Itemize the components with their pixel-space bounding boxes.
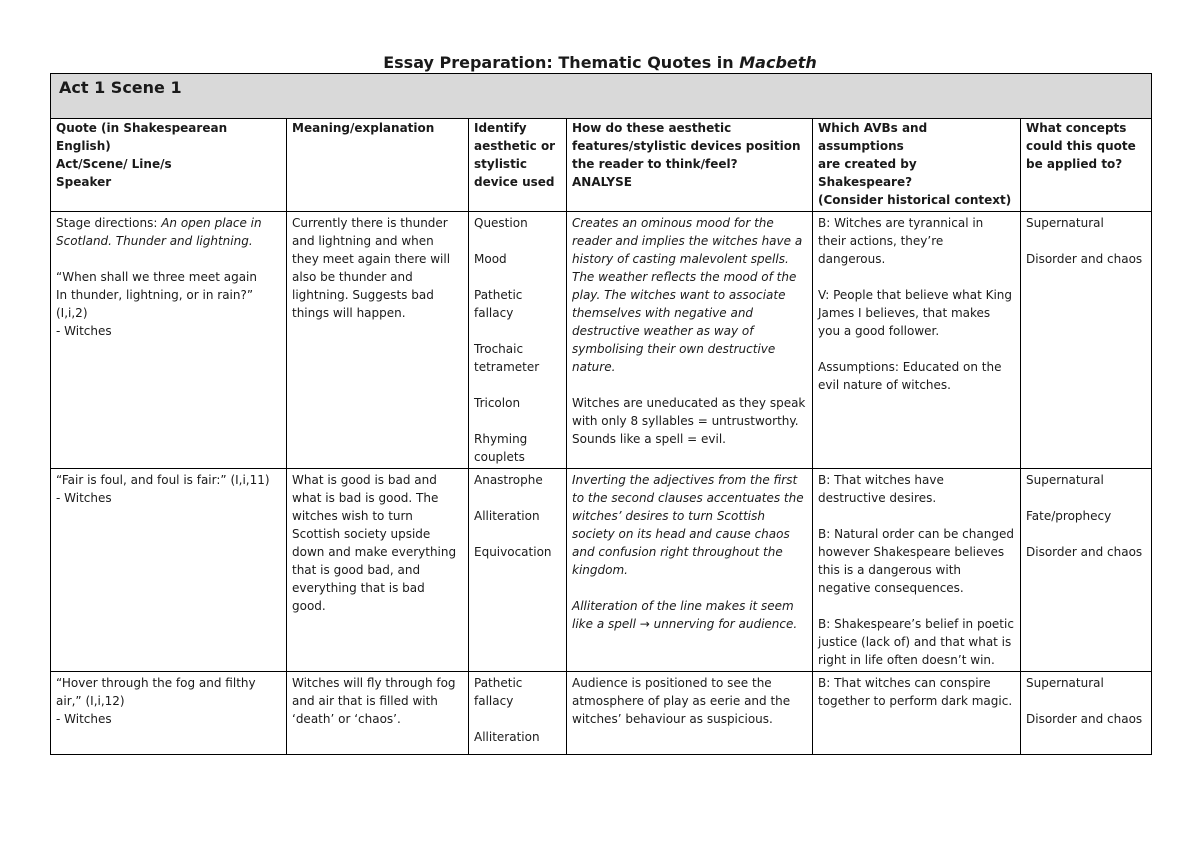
device-cell — [469, 469, 567, 672]
header-concepts-line: could this quote — [1026, 139, 1136, 153]
stage-directions — [56, 214, 280, 250]
header-quote — [51, 119, 287, 212]
table-row — [51, 469, 1152, 672]
concepts-cell — [1021, 212, 1152, 469]
device-item: Tricolon — [474, 396, 521, 410]
avb-cell — [813, 212, 1021, 469]
header-device-line: aesthetic or — [474, 139, 556, 153]
header-quote-line: Speaker — [56, 175, 112, 189]
header-meaning: Meaning/explanation — [287, 119, 469, 212]
header-analyse — [567, 119, 813, 212]
analyse-cell — [567, 469, 813, 672]
concepts-cell — [1021, 672, 1152, 755]
device-cell — [469, 672, 567, 755]
device-item: Alliteration — [474, 509, 540, 523]
header-avb-line: (Consider historical context) — [818, 193, 1012, 207]
quote-line: “When shall we three meet again — [56, 270, 257, 284]
analyse-cell — [567, 212, 813, 469]
quote-reference: (I,i,2) — [56, 306, 88, 320]
concept-item: Supernatural — [1026, 676, 1104, 690]
meaning-cell: Currently there is thunder and lightning and when they meet again there will also be thunder and lightning. Suggests bad things will happen. — [287, 212, 469, 469]
analysis-text: Creates an ominous mood for the reader and implies the witches have a history of casting malevolent spells. The weather reflects the mood of the play. The witches want to associate themselves with negative and destructive weather as way of symbolising their own destructive nature. — [572, 216, 803, 374]
header-avb — [813, 119, 1021, 212]
quote-cell — [51, 212, 287, 469]
header-concepts — [1021, 119, 1152, 212]
concept-item: Disorder and chaos — [1026, 712, 1143, 726]
device-item: Mood — [474, 252, 507, 266]
device-cell — [469, 212, 567, 469]
device-item: Rhyming couplets — [474, 432, 528, 464]
meaning-cell: Witches will fly through fog and air that is filled with ‘death’ or ‘chaos’. — [287, 672, 469, 755]
meaning-cell: What is good is bad and what is bad is good. The witches wish to turn Scottish society upside down and make everything that is good bad, and everything that is bad good. — [287, 469, 469, 672]
device-item: Equivocation — [474, 545, 552, 559]
concepts-cell — [1021, 469, 1152, 672]
device-item: Trochaic tetrameter — [474, 342, 540, 374]
header-device-line: Identify — [474, 121, 527, 135]
section-heading: Act 1 Scene 1 — [51, 74, 1152, 119]
analyse-cell: Audience is positioned to see the atmosphere of play as eerie and the witches’ behaviour as suspicious. — [567, 672, 813, 755]
header-avb-line: Which AVBs and assumptions — [818, 121, 928, 153]
avb-item: B: Witches are tyrannical in their actions, they’re dangerous. — [818, 216, 984, 266]
concept-item: Supernatural — [1026, 473, 1104, 487]
header-analyse-line: ANALYSE — [572, 175, 632, 189]
speaker: - Witches — [56, 324, 112, 338]
device-item: Anastrophe — [474, 473, 543, 487]
speaker: - Witches — [56, 491, 112, 505]
concept-item: Disorder and chaos — [1026, 252, 1143, 266]
analysis-text: Witches are uneducated as they speak with only 8 syllables = untrustworthy. Sounds like a spell = evil. — [572, 396, 806, 446]
header-device — [469, 119, 567, 212]
stage-directions-text: An open place in Scotland. Thunder and lightning. — [56, 216, 262, 248]
device-item: Pathetic fallacy — [474, 288, 523, 320]
table-row — [51, 212, 1152, 469]
header-concepts-line: be applied to? — [1026, 157, 1123, 171]
avb-item: V: People that believe what King James I believes, that makes you a good follower. — [818, 288, 1013, 338]
page-title — [0, 53, 1200, 72]
device-item: Question — [474, 216, 528, 230]
header-device-line: device used — [474, 175, 555, 189]
quotes-table — [50, 73, 1152, 755]
table-row — [51, 672, 1152, 755]
avb-cell — [813, 672, 1021, 755]
avb-item: B: That witches have destructive desires. — [818, 473, 944, 505]
quote-line: “Hover through the fog and filthy air,” (I,i,12) — [56, 676, 256, 708]
header-concepts-line: What concepts — [1026, 121, 1127, 135]
quote-line: In thunder, lightning, or in rain?” — [56, 288, 254, 302]
avb-item: B: Natural order can be changed however Shakespeare believes this is a dangerous with negative consequences. — [818, 527, 1014, 595]
avb-item: Assumptions: Educated on the evil nature of witches. — [818, 360, 1002, 392]
concept-item: Fate/prophecy — [1026, 509, 1112, 523]
header-analyse-line: How do these aesthetic — [572, 121, 732, 135]
title-main: Essay Preparation: Thematic Quotes in — [383, 53, 734, 72]
analysis-text: Alliteration of the line makes it seem like a spell → unnerving for audience. — [572, 599, 798, 631]
quote-cell — [51, 672, 287, 755]
stage-directions-label: Stage directions: — [56, 216, 162, 230]
avb-item: B: Shakespeare’s belief in poetic justice (lack of) and that what is right in life often doesn’t win. — [818, 617, 1014, 667]
header-analyse-line: features/stylistic devices position — [572, 139, 801, 153]
avb-cell — [813, 469, 1021, 672]
avb-item: B: That witches can conspire together to perform dark magic. — [818, 676, 1013, 708]
quote-cell — [51, 469, 287, 672]
header-avb-line: are created by Shakespeare? — [818, 157, 917, 189]
title-italic: Macbeth — [739, 53, 817, 72]
header-quote-line: Quote (in Shakespearean English) — [56, 121, 228, 153]
device-item: Pathetic fallacy — [474, 676, 523, 708]
header-quote-line: Act/Scene/ Line/s — [56, 157, 172, 171]
header-analyse-line: the reader to think/feel? — [572, 157, 738, 171]
analysis-text: Inverting the adjectives from the first to the second clauses accentuates the witches’ desires to turn Scottish society on its head and cause chaos and confusion right throughout the kingdom. — [572, 473, 804, 577]
device-item: Alliteration — [474, 730, 540, 744]
quote-line: “Fair is foul, and foul is fair:” (I,i,11) — [56, 473, 270, 487]
header-row — [51, 119, 1152, 212]
concept-item: Disorder and chaos — [1026, 545, 1143, 559]
concept-item: Supernatural — [1026, 216, 1104, 230]
header-device-line: stylistic — [474, 157, 528, 171]
speaker: - Witches — [56, 712, 112, 726]
